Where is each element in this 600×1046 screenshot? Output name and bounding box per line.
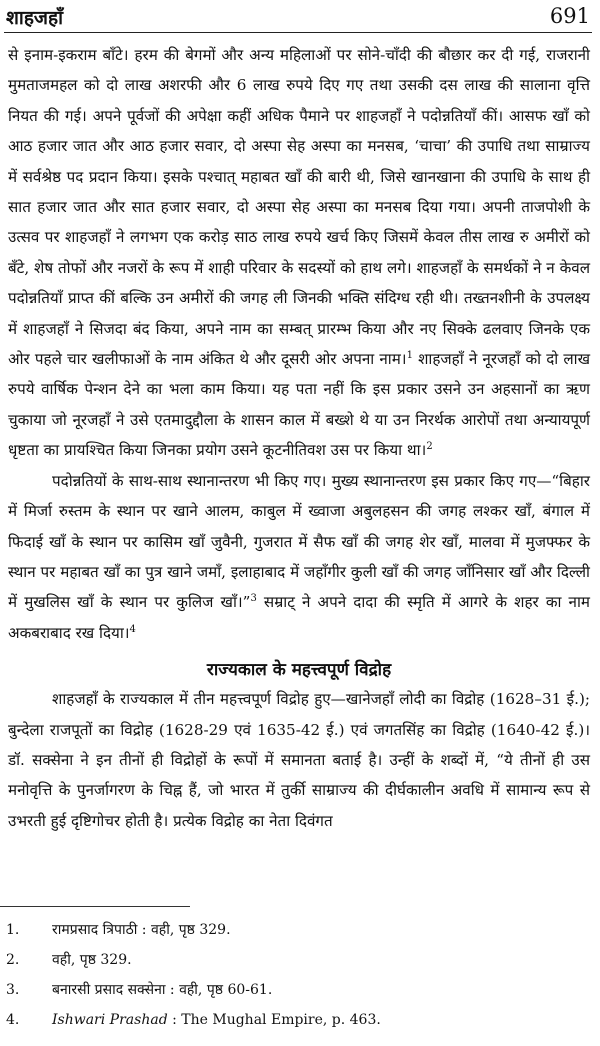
footnote-rule [0, 906, 190, 907]
paragraph-1 [8, 40, 590, 466]
footnote-ref-3: 3 [250, 593, 257, 605]
page-body [8, 40, 590, 836]
footnote-text: रामप्रसाद त्रिपाठी : वही, पृष्ठ 329. [52, 922, 231, 938]
footnote-number: 2. [6, 952, 20, 968]
section-paragraph: शाहजहाँ के राज्यकाल में तीन महत्त्वपूर्ण विद्रोह हुए—खानेजहाँ लोदी का विद्रोह (1628–31 ई.); बुन्देला राजपूतों का विद्रोह (1628-29 एवं 1635-42 ई.) एवं जगतसिंह का विद्रोह (1640-42 ई.)। डॉ. सक्सेना ने इन तीनों ही विद्रोहों के रूपों में समानता बताई है। उन्हीं के शब्दों में, “ये तीनों ही उस मनोवृत्ति के पुनर्जागरण के चिह्न हैं, जो भारत में तुर्की साम्राज्य की दीर्घकालीन अवधि में सामान्य रूप से उभरती हुई दृष्टिगोचर होती है। प्रत्येक विद्रोह का नेता दिवंगत [8, 690, 590, 830]
footnote-ref-1: 1 [406, 350, 413, 362]
paragraph-text: शाहजहाँ ने नूरजहाँ को दो लाख रुपये वार्षिक पेन्शन देने का भला काम किया। यह पता नहीं कि इस प्रकार उसने उन अहसानों का ऋण चुकाया जो नूरजहाँ ने उसे एतमादुद्दौला के शासन काल में बख्शे थे या उन निरर्थक आरोपों तथा अन्यायपूर्ण धृष्टता का प्रायश्चित किया जिनका प्रयोग उसने कूटनीतिवश उस पर किया था। [8, 350, 590, 460]
page-header [6, 4, 590, 34]
page-number: 691 [549, 4, 590, 28]
footnote-item [0, 975, 580, 1005]
footnote-item [0, 1005, 580, 1035]
footnote-number: 3. [6, 982, 20, 998]
footnote-number: 1. [6, 922, 20, 938]
footnote-number: 4. [6, 1012, 20, 1028]
footnotes [0, 915, 580, 1035]
section-heading: राज्यकाल के महत्त्वपूर्ण विद्रोह [206, 660, 392, 681]
header-rule [4, 32, 592, 33]
footnote-text [52, 1005, 580, 1035]
footnote-item [0, 915, 580, 945]
paragraph-2 [8, 466, 590, 648]
footnote-item [0, 945, 580, 975]
footnote-text: बनारसी प्रसाद सक्सेना : वही, पृष्ठ 60-61. [52, 982, 273, 998]
footnote-author: Ishwari Prashad [52, 1012, 168, 1028]
footnote-ref-4: 4 [129, 623, 136, 635]
footnote-citation: : The Mughal Empire, p. 463. [167, 1012, 381, 1028]
running-title: शाहजहाँ [6, 7, 64, 29]
footnote-text: वही, पृष्ठ 329. [52, 952, 132, 968]
paragraph-text: से इनाम-इकराम बाँटे। हरम की बेगमों और अन्य महिलाओं पर सोने-चाँदी की बौछार कर दी गई, राजरानी मुमताजमहल को दो लाख अशरफी और 6 लाख रुपये दिए गए तथा उसकी दस लाख की सालाना वृत्ति नियत की गई। अपने पूर्वजों की अपेक्षा कहीं अधिक पैमाने पर शाहजहाँ ने पदोन्नतियाँ कीं। आसफ खाँ को आठ हजार जात और आठ हजार सवार, दो अस्पा सेह अस्पा का मनसब, ‘चाचा’ की उपाधि तथा साम्राज्य में सर्वश्रेष्ठ पद प्रदान किया। इसके पश्चात् महाबत खाँ की बारी थी, जिसे खानखाना की उपाधि के साथ ही सात हजार जात और सात हजार सवार, दो अस्पा सेह अस्पा का मनसब दिया गया। अपनी ताजपोशी के उत्सव पर शाहजहाँ ने लगभग एक करोड़ साठ लाख रुपये खर्च किए जिसमें केवल तीस लाख रु अमीरों को बँटे, शेष तोफों और नजरों के रूप में शाही परिवार के सदस्यों को हाथ लगे। शाहजहाँ के समर्थकों ने न केवल पदोन्नतियाँ प्राप्त कीं बल्कि उन अमीरों की जगह ली जिनकी भक्ति संदिग्ध रही थी। तख्तनशीनी के उपलक्ष्य में शाहजहाँ ने सिजदा बंद किया, अपने नाम का सम्बत् प्रारम्भ किया और नए सिक्के ढलवाए जिनके एक ओर पहले चार खलीफाओं के नाम अंकित थे और दूसरी ओर अपना नाम। [8, 46, 590, 369]
paragraph-text: पदोन्नतियों के साथ-साथ स्थानान्तरण भी किए गए। मुख्य स्थानान्तरण इस प्रकार किए गए—“बिहार में मिर्जा रुस्तम के स्थान पर खाने आलम, काबुल में ख्वाजा अबुलहसन की जगह लश्कर खाँ, बंगाल में फिदाई खाँ के स्थान पर कासिम खाँ जुवैनी, गुजरात में सैफ खाँ की जगह शेर खाँ, मालवा में मुजफ्फर के स्थान पर महाबत खाँ का पुत्र खाने जमाँ, इलाहाबाद में जहाँगीर कुली खाँ की जगह जाँनिसार खाँ और दिल्ली में मुखलिस खाँ के स्थान पर कुलिज खाँ।” [8, 471, 590, 612]
paragraph-text: सम्राट् ने अपने दादा की स्मृति में आगरे के शहर का नाम अकबराबाद रख दिया। [8, 593, 591, 642]
footnote-ref-2: 2 [426, 441, 433, 453]
